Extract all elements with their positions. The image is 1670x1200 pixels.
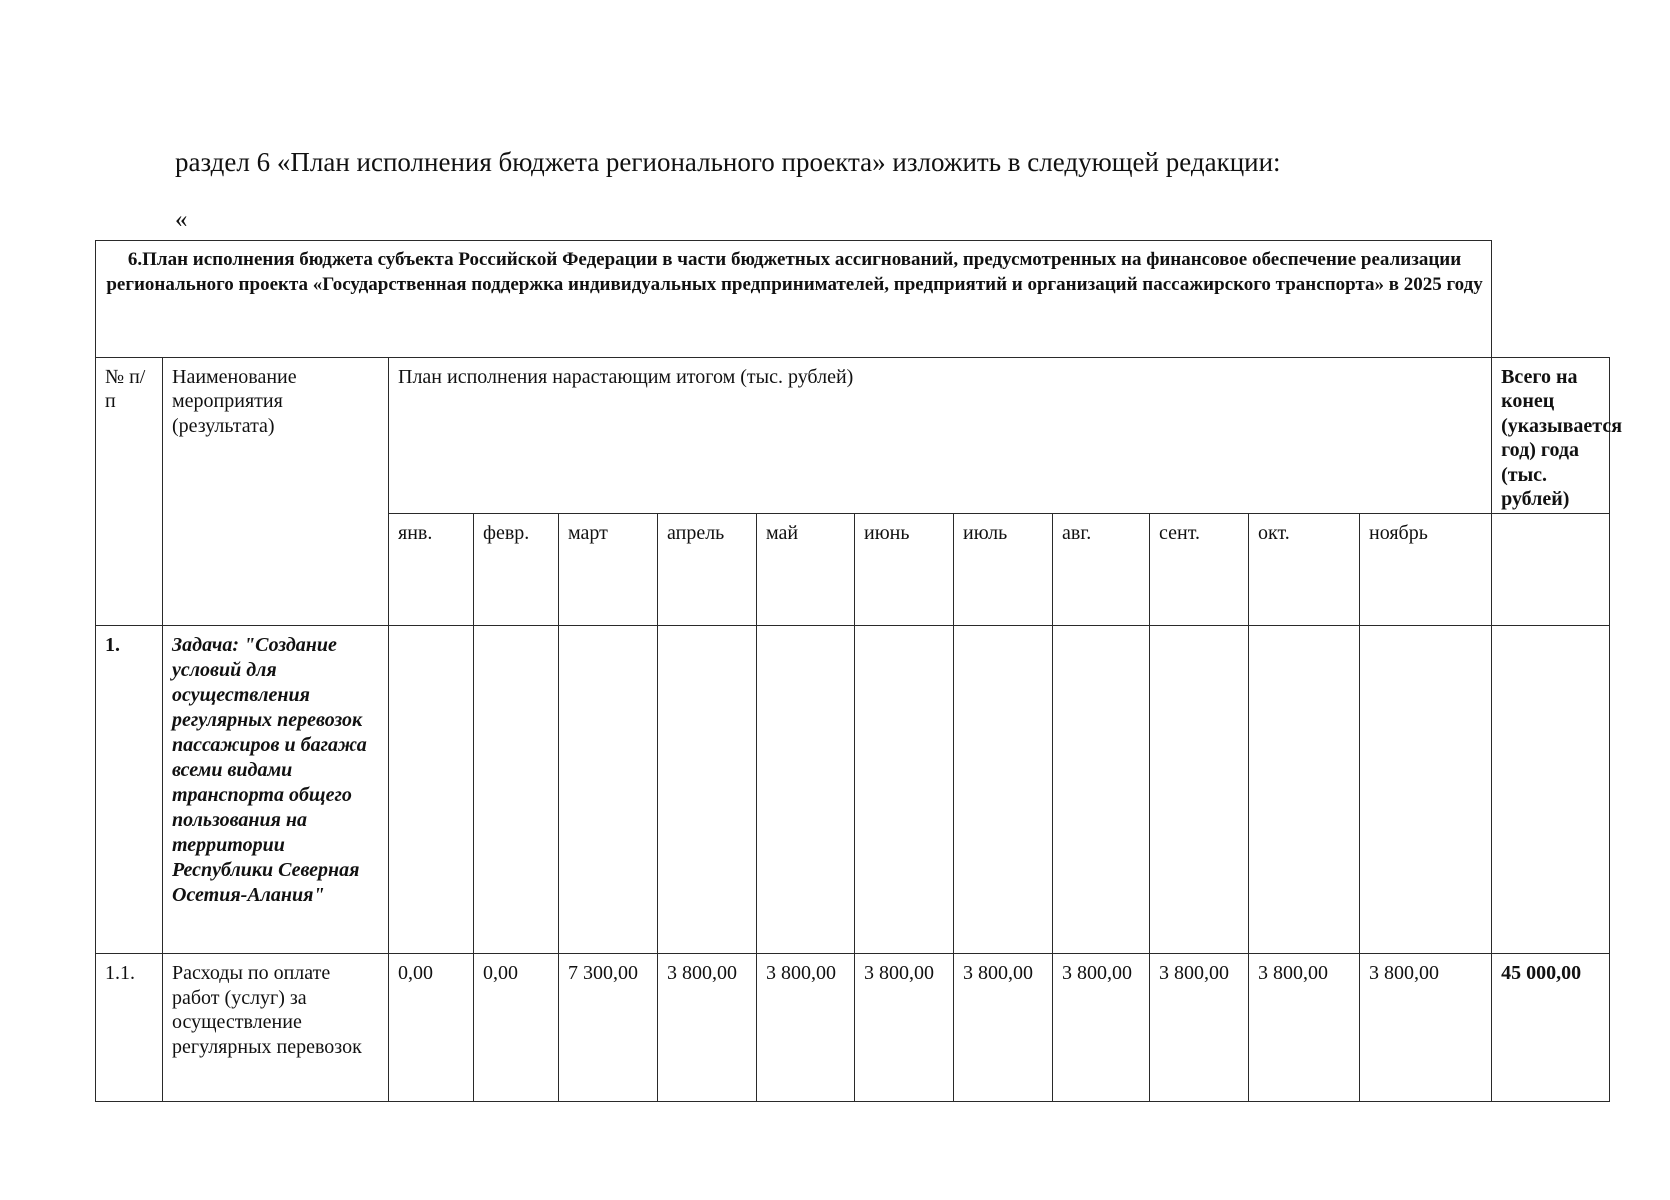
value-cell (1053, 626, 1150, 954)
value-cell (1150, 626, 1249, 954)
value-cell: 3 800,00 (1053, 954, 1150, 1102)
value-cell (1360, 626, 1492, 954)
header-total: Всего на конец (указывается год) года (тыс. рублей) (1492, 358, 1610, 514)
total-cell: 45 000,00 (1492, 954, 1610, 1102)
month-header: май (757, 514, 855, 626)
month-header: янв. (389, 514, 474, 626)
opening-quote: « (175, 206, 188, 233)
value-cell (1249, 626, 1360, 954)
value-cell (658, 626, 757, 954)
value-cell (389, 626, 474, 954)
table-caption: 6.План исполнения бюджета субъекта Российской Федерации в части бюджетных ассигнований, предусмотренных на финансовое обеспечение реализации регионального проекта «Государственная поддержка индивидуальных предпринимателей, предприятий и организаций пассажирского транспорта» в 2025 году (96, 241, 1492, 358)
value-cell: 0,00 (389, 954, 474, 1102)
table-row-expense (96, 954, 1610, 1102)
total-subheader-empty (1492, 514, 1610, 626)
value-cell: 3 800,00 (855, 954, 954, 1102)
value-cell: 3 800,00 (757, 954, 855, 1102)
header-name: Наименование мероприятия (результата) (163, 358, 389, 626)
month-header: июль (954, 514, 1053, 626)
value-cell: 3 800,00 (1360, 954, 1492, 1102)
expense-name: Расходы по оплате работ (услуг) за осуществление регулярных перевозок (163, 954, 389, 1102)
table-row-task (96, 626, 1610, 954)
value-cell: 3 800,00 (1150, 954, 1249, 1102)
task-name: Задача: "Создание условий для осуществления регулярных перевозок пассажиров и багажа всеми видами транспорта общего пользования на территории Республики Северная Осетия-Алания" (163, 626, 389, 954)
value-cell (757, 626, 855, 954)
budget-plan-table (95, 240, 1623, 1102)
month-header: ноябрь (1360, 514, 1492, 626)
month-header: окт. (1249, 514, 1360, 626)
intro-text: раздел 6 «План исполнения бюджета регионального проекта» изложить в следующей редакции: (175, 147, 1281, 177)
total-cell (1492, 626, 1610, 954)
month-header: авг. (1053, 514, 1150, 626)
value-cell: 7 300,00 (559, 954, 658, 1102)
month-header: март (559, 514, 658, 626)
value-cell (855, 626, 954, 954)
month-header: сент. (1150, 514, 1249, 626)
header-number: № п/п (96, 358, 163, 626)
value-cell (474, 626, 559, 954)
value-cell (954, 626, 1053, 954)
value-cell (559, 626, 658, 954)
row-number: 1.1. (96, 954, 163, 1102)
header-plan: План исполнения нарастающим итогом (тыс. рублей) (389, 358, 1492, 514)
value-cell: 3 800,00 (658, 954, 757, 1102)
value-cell: 3 800,00 (1249, 954, 1360, 1102)
month-header: июнь (855, 514, 954, 626)
month-header: апрель (658, 514, 757, 626)
row-number: 1. (96, 626, 163, 954)
month-header: февр. (474, 514, 559, 626)
value-cell: 3 800,00 (954, 954, 1053, 1102)
value-cell: 0,00 (474, 954, 559, 1102)
